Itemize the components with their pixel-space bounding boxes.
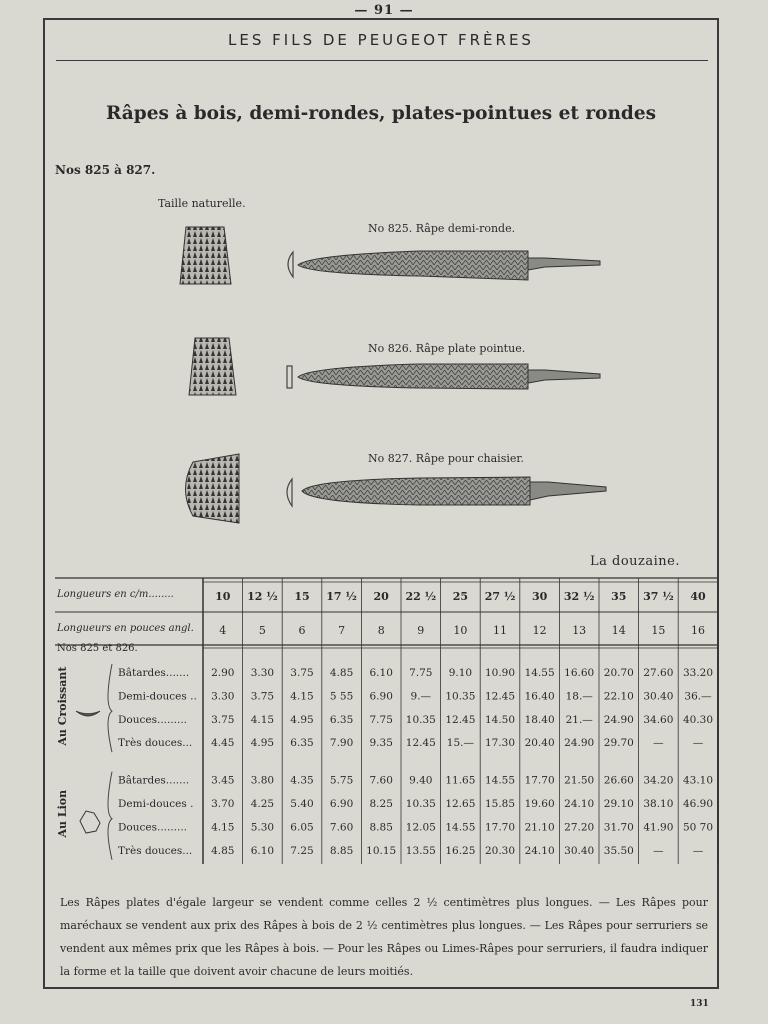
item-numbers: Nos 825 à 827. (55, 163, 156, 177)
price-cell: 20.40 (524, 737, 555, 750)
length-cm-cell: 12 ½ (247, 590, 278, 603)
price-cell: 24.90 (564, 737, 595, 750)
price-cell: 10.90 (484, 667, 516, 679)
price-cell: — (653, 844, 664, 857)
price-cell: 29.70 (603, 737, 634, 750)
price-cell: 8.85 (329, 844, 354, 857)
price-cell: 6.35 (329, 713, 354, 726)
length-in-cell: 8 (377, 624, 385, 637)
length-in-cell: 16 (691, 624, 705, 637)
price-cell: 4.85 (211, 844, 235, 857)
row-label-nos: Nos 825 et 826. (57, 643, 138, 654)
price-cell: 17.70 (524, 774, 555, 787)
price-cell: 5.30 (250, 821, 275, 834)
price-cell: 3.30 (250, 667, 275, 679)
half-round-section-icon (288, 252, 293, 277)
price-cell: 38.10 (643, 798, 674, 810)
price-cell: 6.10 (369, 667, 393, 679)
length-in-cell: 14 (611, 624, 626, 637)
price-cell: 14.55 (445, 821, 476, 834)
price-table (0, 570, 768, 870)
price-cell: 24.10 (564, 798, 595, 810)
price-cell: 9.10 (448, 667, 473, 679)
price-cell: 4.15 (250, 713, 275, 726)
caption-825: No 825. Râpe demi-ronde. (368, 222, 516, 235)
price-cell: 7.75 (409, 667, 433, 679)
length-in-cell: 4 (219, 624, 227, 637)
price-cell: 6.35 (290, 737, 314, 750)
price-cell: 10.35 (445, 690, 476, 703)
price-row-label: Demi-douces .. (118, 690, 197, 703)
price-cell: 16.40 (524, 690, 555, 703)
price-cell: 31.70 (603, 821, 634, 834)
price-cell: 35.50 (603, 844, 634, 857)
flat-section-icon (287, 366, 292, 388)
price-cell: 43.10 (682, 774, 714, 787)
price-cell: 30.40 (564, 844, 595, 857)
rasp-826-crosssection (189, 338, 236, 395)
page-title: Râpes à bois, demi-rondes, plates-pointues et rondes (105, 103, 657, 124)
price-cell: 3.75 (290, 667, 314, 679)
row-label-cm: Longueurs en c/m........ (57, 589, 174, 600)
price-cell: — (653, 737, 664, 750)
price-cell: 33.20 (682, 667, 714, 679)
length-cm-cell: 35 (611, 590, 627, 603)
price-cell: 18.40 (524, 713, 555, 726)
price-cell: 18.— (565, 690, 593, 703)
length-in-cell: 6 (298, 624, 306, 637)
length-cm-cell: 25 (452, 590, 469, 603)
price-cell: 8.25 (369, 798, 393, 810)
price-row-label: Douces......... (118, 713, 188, 726)
length-cm-cell: 20 (373, 590, 389, 603)
group-brace (108, 772, 112, 860)
price-cell: 4.85 (329, 667, 354, 679)
footnote (60, 891, 708, 983)
price-cell: 21.10 (524, 821, 555, 834)
price-cell: 8.85 (369, 821, 393, 834)
price-cell: 26.60 (603, 774, 634, 787)
price-cell: 6.90 (369, 690, 393, 703)
price-cell: 40.30 (682, 713, 714, 726)
price-cell: 3.75 (211, 713, 235, 726)
page-number: — 91 — (354, 3, 414, 18)
price-cell: — (692, 737, 704, 750)
price-cell: 34.20 (643, 774, 674, 787)
length-cm-cell: 40 (690, 590, 706, 603)
price-cell: 6.10 (250, 844, 275, 857)
length-in-cell: 13 (572, 624, 587, 637)
price-cell: 6.90 (329, 798, 354, 810)
price-cell: 7.60 (369, 774, 393, 787)
price-cell: 5.75 (329, 774, 354, 787)
price-cell: 34.60 (643, 713, 674, 726)
length-cm-cell: 30 (531, 590, 548, 603)
price-cell: 36.— (684, 690, 712, 703)
price-cell: 14.50 (484, 713, 516, 726)
crescent-emblem-icon (76, 711, 100, 716)
price-cell: 21.50 (564, 774, 595, 787)
price-cell: 20.70 (603, 667, 634, 679)
price-cell: 14.55 (524, 667, 555, 679)
price-cell: 12.45 (405, 737, 436, 750)
rasp-827-illustration (287, 477, 606, 506)
price-row-label: Demi-douces . (118, 798, 194, 810)
caption-827: No 827. Râpe pour chaisier. (368, 452, 524, 465)
price-row-label: Bâtardes....... (118, 667, 190, 679)
price-cell: 46.90 (682, 798, 714, 810)
price-cell: 3.45 (211, 774, 235, 787)
group-brace (108, 664, 112, 752)
length-cm-cell: 15 (294, 590, 310, 603)
price-cell: 24.90 (603, 713, 634, 726)
price-cell: 7.25 (290, 844, 314, 857)
price-row-label: Très douces... (118, 737, 193, 750)
price-cell: 4.15 (290, 690, 314, 703)
price-cell: 10.35 (405, 713, 436, 726)
length-cm-cell: 22 ½ (405, 590, 437, 603)
price-cell: 9.40 (409, 774, 433, 787)
price-cell: 10.15 (366, 844, 397, 857)
price-cell: 29.10 (603, 798, 634, 810)
rasp-826-illustration (287, 364, 600, 389)
price-cell: 6.05 (290, 821, 314, 834)
length-in-cell: 7 (338, 624, 346, 637)
length-in-cell: 11 (493, 624, 507, 637)
price-cell: 2.90 (211, 667, 235, 679)
length-in-cell: 9 (417, 624, 425, 637)
price-row-label: Bâtardes....... (118, 774, 190, 787)
price-cell: 3.30 (211, 690, 235, 703)
price-cell: 12.05 (405, 821, 436, 834)
price-cell: 16.60 (564, 667, 595, 679)
price-cell: 13.55 (405, 844, 436, 857)
price-cell: 27.20 (564, 821, 595, 834)
natural-size-label: Taille naturelle. (158, 197, 246, 210)
rasp-827-crosssection (186, 454, 240, 523)
price-cell: 11.65 (445, 774, 476, 787)
price-unit-label: La douzaine. (590, 554, 680, 569)
price-row-label: Douces......... (118, 821, 188, 834)
price-cell: 7.75 (369, 713, 393, 726)
length-cm-cell: 17 ½ (326, 590, 357, 603)
length-in-cell: 15 (651, 624, 666, 637)
rasp-825-illustration (288, 251, 600, 280)
price-cell: 9.— (410, 690, 432, 703)
footnote-text: Les Râpes plates d'égale largeur se vendent comme celles 2 ½ centimètres plus longues. — Les Râpes pour maréchaux se vendent aux prix des Râpes à bois de 2 ½ centimètres plus longues. — Les Râpes pour serruriers se vendent aux mêmes prix que les Râpes à bois. — Pour les Râpes ou Limes-Râpes pour serruriers, il faudra indiquer la forme et la taille que doivent avoir chacune de leurs moitiés. (60, 896, 708, 978)
price-cell: 14.55 (484, 774, 516, 787)
footer-number: 131 (690, 999, 709, 1009)
group-label: Au Lion (56, 789, 69, 838)
caption-826: No 826. Râpe plate pointue. (368, 342, 526, 355)
price-cell: 24.10 (524, 844, 555, 857)
price-cell: 22.10 (603, 690, 634, 703)
rasp-825-crosssection (180, 227, 231, 284)
price-cell: 19.60 (524, 798, 555, 810)
price-cell: 17.30 (484, 737, 516, 750)
price-cell: 27.60 (643, 667, 674, 679)
price-cell: 5 55 (329, 690, 354, 703)
price-cell: 3.70 (211, 798, 235, 810)
price-cell: 4.25 (250, 798, 275, 810)
price-cell: 9.35 (369, 737, 393, 750)
length-cm-cell: 37 ½ (643, 590, 674, 603)
price-row-label: Très douces... (118, 844, 193, 857)
price-cell: 12.65 (445, 798, 476, 810)
price-cell: 12.45 (484, 690, 516, 703)
length-in-cell: 10 (453, 624, 468, 637)
price-cell: 16.25 (445, 844, 476, 857)
price-cell: 15.— (446, 737, 475, 750)
price-cell: 12.45 (445, 713, 476, 726)
price-cell: 3.75 (250, 690, 275, 703)
price-cell: 7.60 (329, 821, 354, 834)
price-cell: 10.35 (405, 798, 436, 810)
price-cell: 30.40 (643, 690, 674, 703)
price-cell: 15.85 (484, 798, 516, 810)
length-cm-cell: 27 ½ (484, 590, 516, 603)
length-in-cell: 5 (258, 624, 266, 637)
price-cell: 4.35 (290, 774, 314, 787)
price-cell: 4.95 (250, 737, 275, 750)
price-cell: 41.90 (643, 821, 674, 834)
price-cell: 20.30 (484, 844, 516, 857)
price-cell: 17.70 (484, 821, 516, 834)
price-cell: 5.40 (290, 798, 314, 810)
price-cell: 4.15 (211, 821, 235, 834)
length-in-cell: 12 (532, 624, 547, 637)
lion-emblem-icon (80, 811, 100, 833)
price-cell: 3.80 (250, 774, 275, 787)
price-cell: 21.— (565, 713, 593, 726)
price-cell: 50 70 (682, 821, 714, 834)
price-cell: 4.95 (290, 713, 314, 726)
catalog-header: LES FILS DE PEUGEOT FRÈRES (228, 31, 534, 49)
price-cell: — (692, 844, 704, 857)
length-cm-cell: 32 ½ (563, 590, 595, 603)
row-label-in: Longueurs en pouces angl. (57, 623, 194, 634)
length-cm-cell: 10 (215, 590, 231, 603)
price-cell: 7.90 (329, 737, 354, 750)
group-label: Au Croissant (56, 666, 69, 746)
price-cell: 4.45 (211, 737, 235, 750)
